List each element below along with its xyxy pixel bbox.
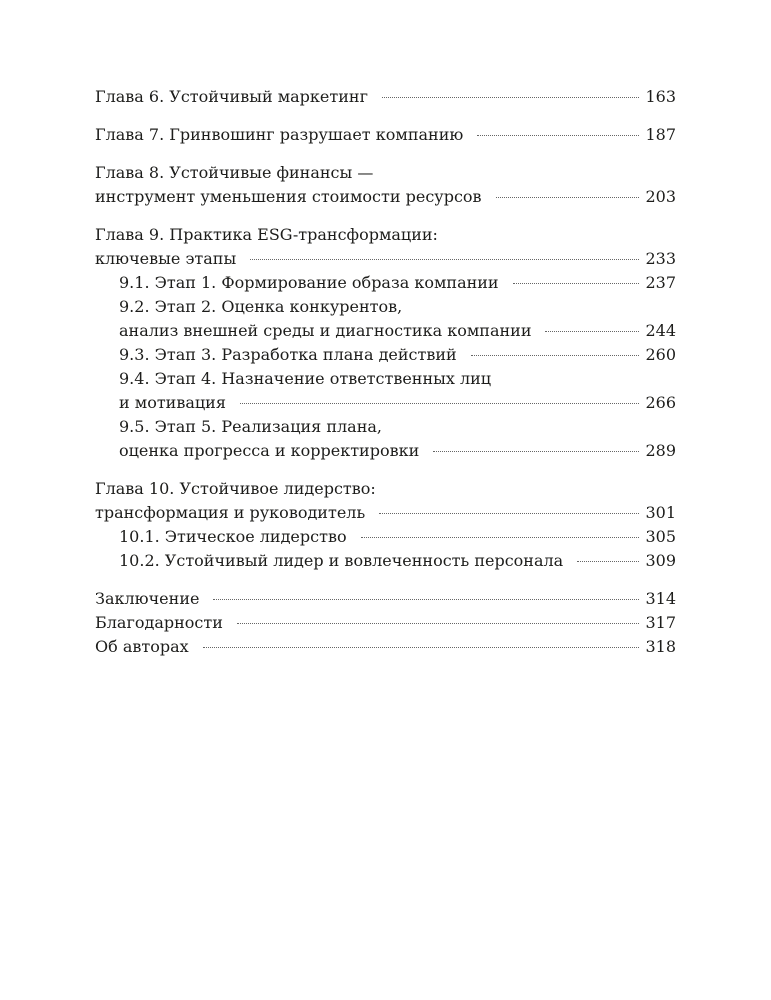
dot-leader [496,196,640,198]
toc-entry-acknowledgements [95,611,676,635]
toc-entry-section-10-2 [95,549,676,573]
toc-entry-title: Глава 6. Устойчивый маркетинг [95,87,368,106]
dot-leader [471,354,640,356]
toc-entry-page: 318 [645,637,676,656]
toc-entry-section-9-4-line1 [95,367,676,391]
toc-entry-section-9-3 [95,343,676,367]
toc-entry-section-9-5-line2 [95,439,676,463]
toc-entry-chapter-6 [95,85,676,109]
dot-leader [250,258,639,260]
dot-leader [240,402,640,404]
toc-entry-title: Глава 8. Устойчивые финансы — [95,163,374,182]
toc-entry-chapter-7 [95,123,676,147]
dot-leader [545,330,639,332]
toc-entry-title: и мотивация [119,393,226,412]
toc-entry-chapter-9-line2 [95,247,676,271]
toc-entry-title: 9.5. Этап 5. Реализация плана, [119,417,383,436]
toc-entry-section-9-2-line1 [95,295,676,319]
toc-entry-title: трансформация и руководитель [95,503,366,522]
toc-entry-title: анализ внешней среды и диагностика компании [119,321,532,340]
table-of-contents [95,85,676,659]
toc-entry-title: Глава 9. Практика ESG-трансформации: [95,225,438,244]
toc-entry-title: 9.4. Этап 4. Назначение ответственных лиц [119,369,492,388]
toc-entry-title: оценка прогресса и корректировки [119,441,420,460]
toc-entry-page: 305 [645,527,676,546]
toc-entry-page: 266 [645,393,676,412]
toc-entry-page: 289 [645,441,676,460]
toc-entry-page: 163 [645,87,676,106]
dot-leader [577,560,639,562]
toc-entry-page: 314 [645,589,676,608]
toc-entry-chapter-8-line1 [95,161,676,185]
dot-leader [433,450,639,452]
dot-leader [379,512,639,514]
toc-entry-title: 9.2. Этап 2. Оценка конкурентов, [119,297,403,316]
toc-entry-about-authors [95,635,676,659]
toc-entry-chapter-10-line2 [95,501,676,525]
toc-entry-title: Об авторах [95,637,189,656]
toc-entry-title: Глава 10. Устойчивое лидерство: [95,479,376,498]
toc-entry-section-10-1 [95,525,676,549]
toc-entry-chapter-8-line2 [95,185,676,209]
dot-leader [361,536,640,538]
toc-entry-section-9-5-line1 [95,415,676,439]
toc-entry-title: ключевые этапы [95,249,237,268]
toc-entry-title: инструмент уменьшения стоимости ресурсов [95,187,482,206]
toc-entry-conclusion [95,587,676,611]
toc-entry-page: 301 [645,503,676,522]
toc-entry-chapter-10-line1 [95,477,676,501]
toc-entry-section-9-2-line2 [95,319,676,343]
toc-entry-title: 10.1. Этическое лидерство [119,527,347,546]
toc-entry-section-9-4-line2 [95,391,676,415]
toc-entry-page: 187 [645,125,676,144]
dot-leader [213,598,639,600]
toc-entry-page: 260 [645,345,676,364]
dot-leader [237,622,640,624]
toc-entry-page: 203 [645,187,676,206]
toc-entry-page: 244 [645,321,676,340]
toc-entry-page: 233 [645,249,676,268]
toc-entry-chapter-9-line1 [95,223,676,247]
toc-entry-title: Заключение [95,589,200,608]
toc-entry-title: Благодарности [95,613,223,632]
toc-entry-page: 317 [645,613,676,632]
dot-leader [203,646,640,648]
toc-entry-section-9-1 [95,271,676,295]
toc-entry-title: 10.2. Устойчивый лидер и вовлеченность персонала [119,551,564,570]
dot-leader [477,134,639,136]
dot-leader [513,282,640,284]
dot-leader [382,96,640,98]
toc-entry-title: 9.3. Этап 3. Разработка плана действий [119,345,457,364]
toc-entry-title: Глава 7. Гринвошинг разрушает компанию [95,125,464,144]
toc-entry-page: 237 [645,273,676,292]
toc-entry-page: 309 [645,551,676,570]
toc-entry-title: 9.1. Этап 1. Формирование образа компании [119,273,499,292]
